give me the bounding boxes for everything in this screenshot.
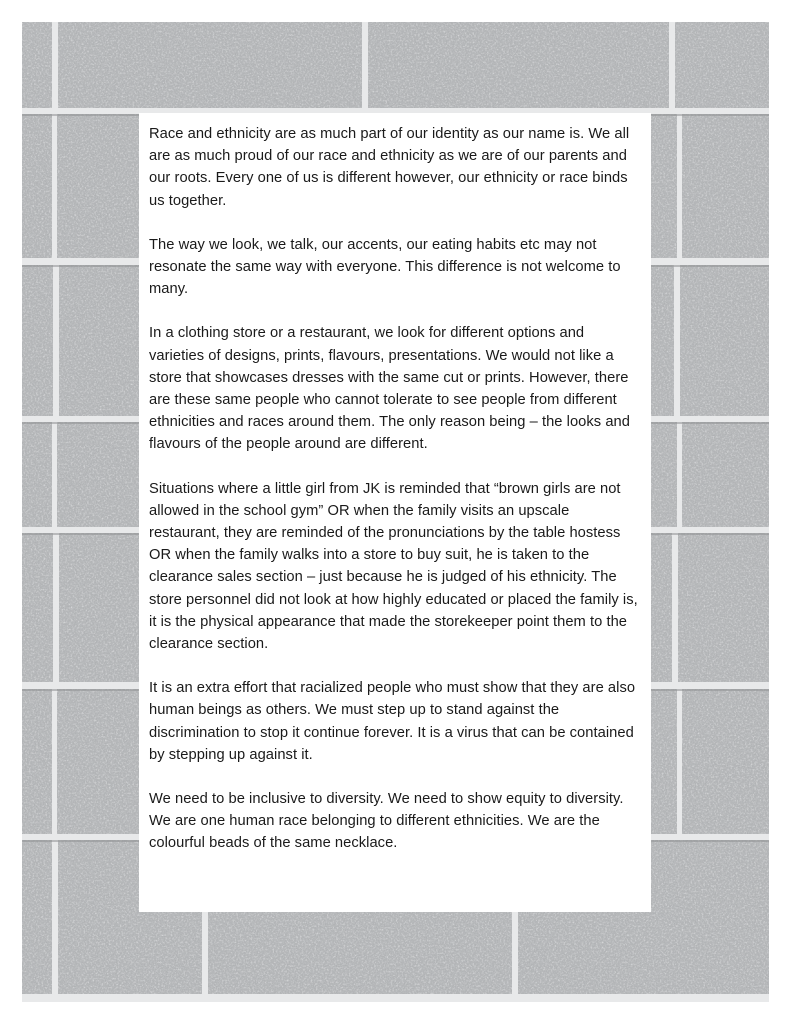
paragraph-extra-effort: It is an extra effort that racialized people who must show that they are also human beings as others. We must step up to stand against the discrimination to stop it continue forever. It is a virus that can be contained by stepping up against it.	[149, 680, 636, 763]
paragraph-situations: Situations where a little girl from JK is reminded that “brown girls are not allowed in the school gym” OR when the family visits an upscale restaurant, they are reminded of the pronunciations by the table hostess OR when the family walks into a store to buy suit, he is taken to the clearance sales section – just because he is judged of his ethnicity. The store personnel did not look at how highly educated or placed the family is, it is the physical appearance that made the storekeeper point them to the clearance section.	[149, 480, 638, 653]
paragraph-store-analogy: In a clothing store or a restaurant, we look for different options and varieties of designs, prints, flavours, presentations. We would not like a store that showcases dresses with the same cut or prints. However, there are these same people who cannot tolerate to see people from different ethnicities and races around them. The only reason being – the looks and flavours of the people around are different.	[149, 325, 630, 453]
paragraph-conclusion: We need to be inclusive to diversity. We need to show equity to diversity. We are one human race belonging to different ethnicities. We are the colourful beads of the same necklace.	[149, 791, 624, 852]
document-text-panel	[139, 113, 651, 912]
paragraph-differences: The way we look, we talk, our accents, our eating habits etc may not resonate the same way with everyone. This difference is not welcome to many.	[149, 236, 621, 298]
paragraph-identity: Race and ethnicity are as much part of our identity as our name is. We all are as much proud of our race and ethnicity as we are of our parents and our roots. Every one of us is different however, our ethnicity or race binds us together.	[149, 126, 630, 209]
